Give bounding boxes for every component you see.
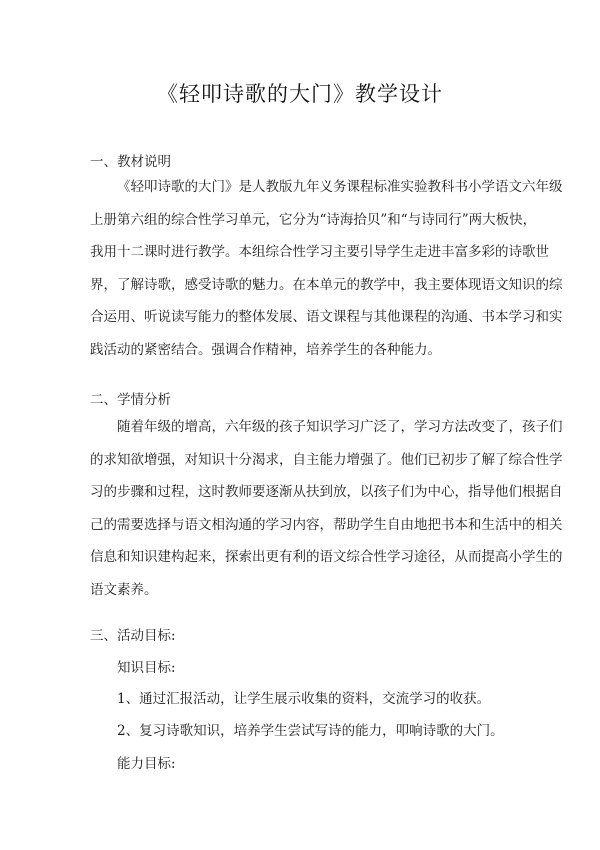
- paragraph-line: 语文素养。: [90, 581, 158, 598]
- paragraph-line: 己的需要选择与语文相沟通的学习内容，帮助学生自由地把书本和生活中的相关: [90, 516, 563, 533]
- paragraph-analysis: [90, 411, 563, 607]
- document-title: 《轻叩诗歌的大门》教学设计: [157, 82, 443, 106]
- paragraph-line: 合运用、听说读写能力的整体发展、语文课程与其他课程的沟通、书本学习和实: [90, 309, 563, 326]
- section-heading-analysis: 二、学情分析: [90, 392, 171, 408]
- paragraph-line: 上册第六组的综合性学习单元，它分为“诗海拾贝”和“与诗同行”两大板快，: [90, 211, 537, 228]
- paragraph-line: 的求知欲增强，对知识十分渴求，自主能力增强了。他们已初步了解了综合性学: [90, 451, 563, 468]
- goal-item: 1、通过汇报活动，让学生展示收集的资料，交流学习的收获。: [117, 691, 491, 707]
- paragraph-materials: [90, 171, 563, 367]
- paragraph-line: 《轻叩诗歌的大门》是人教版九年义务课程标准实验教科书小学语文六年级: [117, 179, 563, 195]
- goal-item: 2、复习诗歌知识，培养学生尝试写诗的能力，叩响诗歌的大门。: [117, 723, 504, 739]
- knowledge-goals-label: 知识目标:: [117, 660, 176, 676]
- paragraph-line: 我用十二课时进行教学。本组综合性学习主要引导学生走进丰富多彩的诗歌世: [90, 244, 549, 261]
- paragraph-line: 随着年级的增高，六年级的孩子知识学习广泛了，学习方法改变了，孩子们: [117, 419, 563, 435]
- paragraph-line: 信息和知识建构起来，探索出更有利的语文综合性学习途径，从而提高小学生的: [90, 549, 563, 566]
- ability-goals-label: 能力目标:: [117, 756, 176, 772]
- paragraph-line: 界，了解诗歌，感受诗歌的魅力。在本单元的教学中，我主要体现语文知识的综: [90, 276, 563, 293]
- paragraph-line: 习的步骤和过程，这时教师要逐渐从扶到放，以孩子们为中心，指导他们根据自: [90, 484, 563, 501]
- section-heading-materials: 一、教材说明: [90, 154, 171, 170]
- paragraph-line: 践活动的紧密结合。强调合作精神，培养学生的各种能力。: [90, 341, 441, 358]
- section-heading-goals: 三、活动目标:: [90, 628, 176, 644]
